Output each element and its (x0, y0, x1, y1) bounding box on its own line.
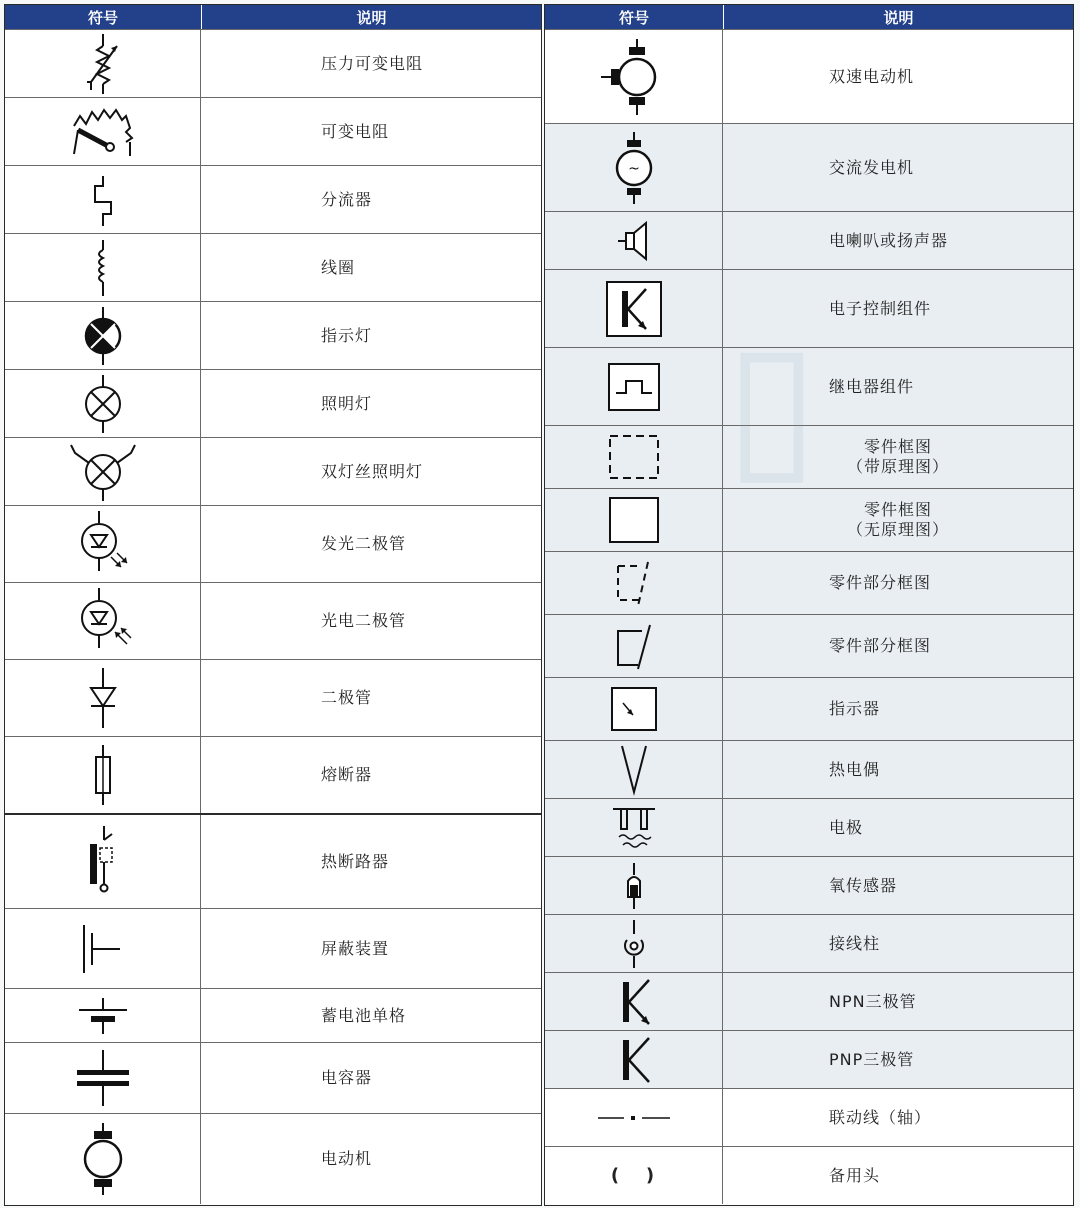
left-symbol-table (4, 4, 542, 1206)
row-label: 零件框图 (863, 437, 932, 456)
fuse-icon (83, 743, 123, 807)
table-row (545, 1146, 1073, 1204)
table-row (545, 123, 1073, 211)
row-label: 双速电动机 (829, 66, 915, 86)
row-label: 零件部分框图 (829, 636, 932, 655)
table-row (545, 211, 1073, 269)
row-label: 线圈 (321, 257, 356, 277)
row-label: 电子控制组件 (829, 298, 932, 318)
coil-icon (88, 238, 118, 298)
shield-device-icon (78, 919, 128, 979)
description-column-header: 说明 (356, 8, 387, 27)
table-row (5, 988, 541, 1042)
table-row (5, 505, 541, 582)
table-row (5, 1042, 541, 1113)
component-box-dashed-icon (607, 433, 661, 481)
table-row (545, 740, 1073, 798)
table-row (545, 972, 1073, 1030)
right-table-header (545, 5, 1073, 29)
alternator-icon (609, 130, 659, 206)
table-row (545, 488, 1073, 551)
partial-box-solid-icon (612, 621, 656, 671)
table-row (545, 551, 1073, 614)
table-row (5, 736, 541, 813)
table-row (5, 659, 541, 736)
table-row (5, 165, 541, 233)
row-label: 电动机 (321, 1149, 373, 1168)
speaker-icon (614, 219, 654, 263)
row-label: 熔断器 (321, 765, 373, 784)
battery-cell-icon (73, 996, 133, 1036)
dual-filament-lamp-icon (67, 441, 139, 503)
row-label: NPN三极管 (829, 991, 917, 1011)
row-label: 电极 (829, 817, 864, 837)
photodiode-icon (73, 586, 133, 656)
row-label: 双灯丝照明灯 (321, 461, 424, 481)
capacitor-icon (73, 1048, 133, 1108)
row-label-group (723, 426, 1073, 488)
row-label: 分流器 (321, 189, 373, 209)
row-label: 指示灯 (321, 325, 373, 345)
table-row (545, 29, 1073, 123)
table-row (5, 301, 541, 369)
table-row (5, 1113, 541, 1204)
row-label: PNP三极管 (829, 1049, 915, 1069)
lighting-lamp-icon (78, 373, 128, 435)
spare-connector-icon: ( ) (610, 1165, 657, 1186)
row-label-group (723, 489, 1073, 551)
variable-resistor-icon (68, 102, 138, 162)
npn-transistor-icon (609, 976, 659, 1028)
row-label: 指示器 (829, 699, 881, 718)
diode-icon (83, 666, 123, 730)
relay-unit-icon (606, 361, 662, 413)
table-row (545, 425, 1073, 488)
row-label: 热断路器 (321, 851, 390, 871)
row-label: 零件框图 (863, 500, 932, 519)
table-row (5, 369, 541, 437)
table-row (5, 582, 541, 659)
partial-box-dashed-icon (612, 558, 656, 608)
description-column-header: 说明 (883, 8, 914, 27)
row-label: 交流发电机 (829, 157, 915, 177)
table-row (545, 269, 1073, 347)
table-row (545, 856, 1073, 914)
indicator-gauge-icon (609, 685, 659, 733)
row-label: 继电器组件 (829, 376, 915, 396)
row-label: 屏蔽装置 (321, 938, 390, 958)
shunt-icon (83, 172, 123, 228)
led-icon (73, 509, 133, 579)
row-label: 零件部分框图 (829, 573, 932, 592)
svg-text:~: ~ (627, 160, 640, 177)
symbol-column-header: 符号 (5, 5, 202, 29)
row-label: 接线柱 (829, 933, 881, 953)
row-label: 二极管 (321, 688, 373, 707)
row-label: 光电二极管 (321, 611, 407, 630)
row-label: 可变电阻 (321, 121, 390, 141)
row-sublabel: （带原理图） (846, 457, 949, 476)
left-table-header (5, 5, 541, 29)
electronic-control-unit-icon (604, 279, 664, 339)
row-sublabel: （无原理图） (846, 520, 949, 539)
right-symbol-table (544, 4, 1074, 1206)
two-speed-motor-icon (599, 37, 669, 117)
table-row (545, 1088, 1073, 1146)
component-box-solid-icon (607, 495, 661, 545)
table-row (5, 97, 541, 165)
table-row (5, 233, 541, 301)
row-label: 发光二极管 (321, 534, 407, 553)
row-label: 照明灯 (321, 393, 373, 413)
table-row (545, 798, 1073, 856)
thermocouple-icon (614, 744, 654, 796)
table-row (545, 1030, 1073, 1088)
row-label: 热电偶 (829, 759, 881, 779)
row-label: 电容器 (321, 1068, 373, 1087)
terminal-post-icon (619, 918, 649, 970)
table-row (545, 677, 1073, 740)
linkage-line-icon (594, 1108, 674, 1128)
table-row (5, 908, 541, 988)
pressure-variable-resistor-icon (73, 32, 133, 96)
indicator-lamp-icon (78, 305, 128, 367)
row-label: 蓄电池单格 (321, 1005, 407, 1025)
table-row (545, 614, 1073, 677)
row-label: 电喇叭或扬声器 (829, 230, 949, 250)
pnp-transistor-icon (609, 1034, 659, 1086)
table-row (545, 347, 1073, 425)
row-label: 备用头 (829, 1165, 881, 1185)
row-label: 氧传感器 (829, 875, 898, 895)
row-label: 压力可变电阻 (321, 53, 424, 73)
motor-icon (78, 1121, 128, 1197)
electrode-icon (609, 803, 659, 853)
row-label: 联动线（轴） (829, 1107, 932, 1127)
symbol-column-header: 符号 (545, 5, 724, 29)
table-row (5, 437, 541, 505)
oxygen-sensor-icon (619, 861, 649, 911)
table-row (545, 914, 1073, 972)
table-row (5, 29, 541, 97)
thermal-breaker-icon (78, 822, 128, 902)
table-row (5, 813, 541, 908)
